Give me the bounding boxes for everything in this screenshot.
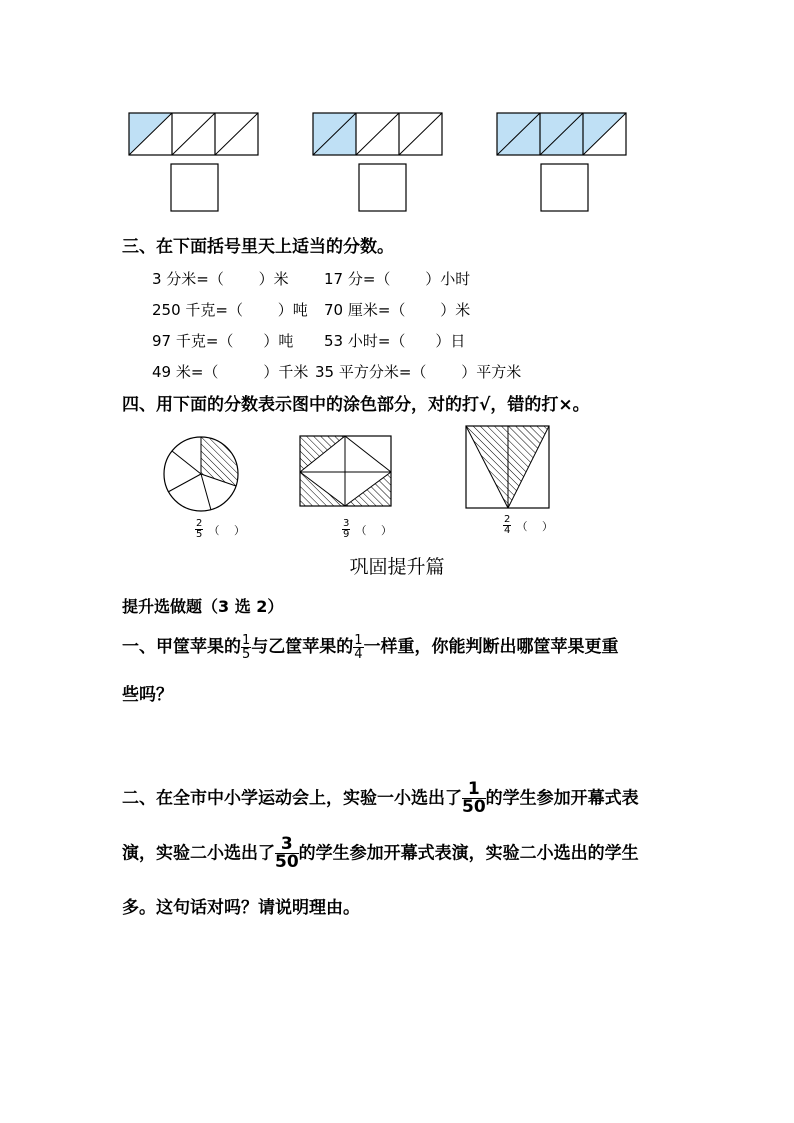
- fill-blank-item: 35 平方分米=（ ）平方米: [315, 363, 522, 381]
- answer-box-1: [171, 164, 218, 211]
- fill-blank-item: 17 分=（ ）小时: [324, 270, 471, 288]
- section3-rows: [152, 268, 652, 388]
- question-2-line2: 演，实验二小选出了 $\frac{3}{50}$ 的学生参加开幕式表演，实验二小选出的学生: [122, 834, 639, 872]
- triangle-figure: [466, 426, 549, 508]
- answer-3: $\frac{2}{4}$ （ ）: [504, 514, 553, 536]
- fill-blank-item: 3 分米=（ ）米: [152, 270, 289, 288]
- circle-figure: [164, 437, 238, 511]
- fill-blank-item: 70 厘米=（ ）米: [324, 301, 471, 319]
- answer-box-2: [359, 164, 406, 211]
- strip-figures: [0, 100, 794, 220]
- fill-blank-item: 250 千克=（ ）吨: [152, 301, 308, 319]
- fill-blank-item: 97 千克=（ ）吨: [152, 332, 294, 350]
- section4-heading: 四、用下面的分数表示图中的涂色部分，对的打√，错的打×。: [122, 395, 590, 415]
- question-1-line2: 些吗？: [122, 685, 173, 705]
- section3-heading: 三、在下面括号里天上适当的分数。: [122, 237, 394, 257]
- question-1-line1: 一、甲筐苹果的 $\frac{1}{5}$ 与乙筐苹果的 $\frac{1}{4}$ 一样重，你能判断出哪筐苹果更重: [122, 632, 619, 662]
- question-2-line1: 二、在全市中小学运动会上，实验一小选出了 $\frac{1}{50}$ 的学生参加开幕式表: [122, 779, 639, 817]
- answer-1: $\frac{2}{5}$ （ ）: [196, 518, 245, 540]
- page-title: 巩固提升篇: [349, 556, 445, 578]
- answer-2: $\frac{3}{9}$ （ ）: [343, 518, 392, 540]
- fill-blank-item: 53 小时=（ ）日: [324, 332, 466, 350]
- strip-3: [497, 113, 626, 211]
- answer-box-3: [541, 164, 588, 211]
- strip-1: [129, 113, 258, 211]
- fill-blank-item: 49 米=（ ）千米: [152, 363, 309, 381]
- strip-2: [313, 113, 442, 211]
- subtitle: 提升选做题（3 选 2）: [122, 597, 284, 616]
- question-2-line3: 多。这句话对吗？请说明理由。: [122, 898, 360, 918]
- rectangle-figure: [300, 436, 391, 506]
- shape-figures: [0, 420, 794, 520]
